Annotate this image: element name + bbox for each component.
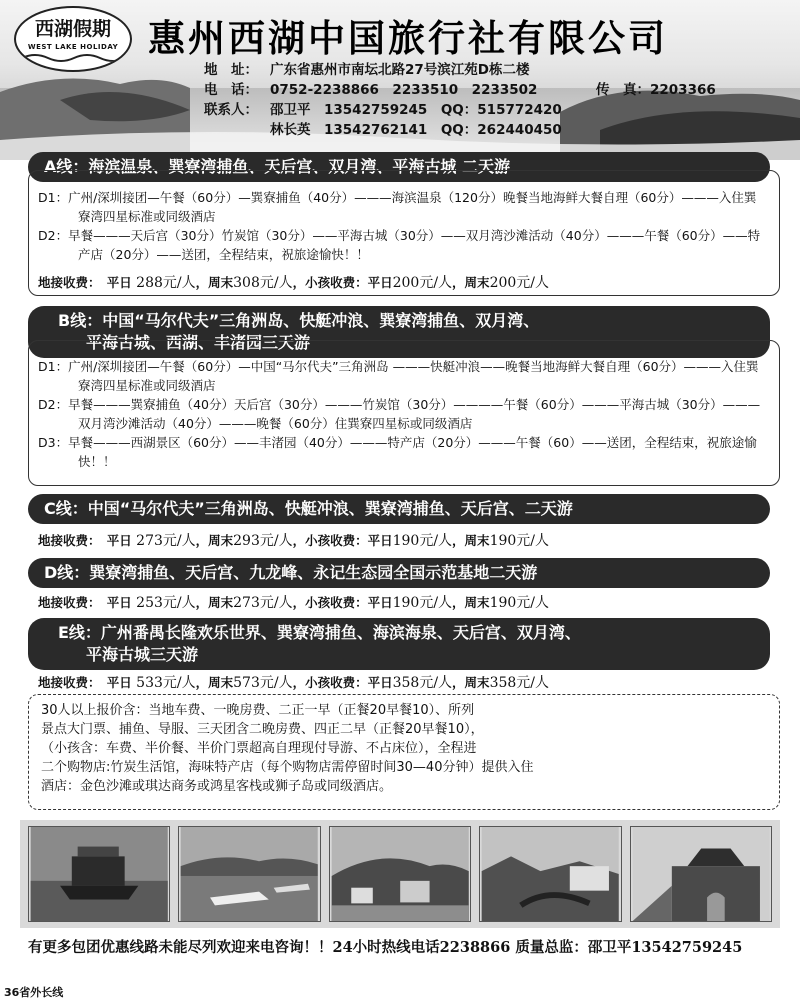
contact-person-label: 联系人： [204, 102, 258, 118]
note-line-3: （小孩含：车费、半价餐、半价门票超高自理现付导游、不占床位），全程进 [41, 741, 477, 756]
route-c-title: C线：中国“马尔代夫”三角洲岛、快艇冲浪、巽寮湾捕鱼、天后宫、二天游 [28, 494, 770, 524]
company-name: 惠州西湖中国旅行社有限公司 [148, 16, 668, 60]
west-lake-holiday-logo [14, 6, 132, 72]
route-e-title [28, 618, 770, 670]
note-line-4: 二个购物店:竹炭生活馆，海味特产店（每个购物店需停留时间30—40分钟）提供入住 [41, 760, 534, 775]
photo-strip [20, 820, 780, 928]
route-a-day-1: D1：广州/深圳接团—午餐（60分）—巽寮捕鱼（40分）———海滨温泉（120分）晚餐当地海鲜大餐自理（60分）———入住巽寮湾四星标准或同级酒店 [38, 190, 757, 224]
address-row [204, 60, 562, 80]
fax-value: 2203366 [650, 82, 716, 98]
footer-hotline: 有更多包团优惠线路未能尽列欢迎来电咨询！！24小时热线电话2238866 质量总监：邵卫平13542759245 [28, 939, 743, 956]
phone-label: 电 话： [204, 82, 258, 98]
contact-person-row-2 [204, 120, 562, 140]
route-e-title-line-1: E线：广州番禺长隆欢乐世界、巽寮湾捕鱼、海滨海泉、天后宫、双月湾、 [58, 623, 581, 642]
route-a-day-2: D2：早餐———天后宫（30分）竹炭馆（30分）——平海古城（30分）——双月湾沙滩活动（40分）———午餐（60分）——特产店（20分）——送团，全程结束，祝旅途愉快！！ [38, 228, 761, 262]
wave-icon [22, 52, 126, 64]
phone-value: 0752-2238866 2233510 2233502 [270, 82, 538, 98]
route-d-fee: 地接收费： 平日 253元/人，周末273元/人，小孩收费：平日190元/人，周末190元/人 [38, 595, 550, 611]
contact-person-row-1 [204, 100, 562, 120]
header [0, 0, 800, 160]
route-e-fee: 地接收费： 平日 533元/人，周末573元/人，小孩收费：平日358元/人，周末358元/人 [38, 675, 550, 691]
photo-coast-buildings [329, 826, 471, 922]
route-b-day-3: D3：早餐———西湖景区（60分）——丰渚园（40分）———特产店（20分）———午餐（60）——送团，全程结束，祝旅途愉快！！ [38, 435, 757, 469]
fax-group [596, 80, 716, 100]
route-b-title-line-1: B线：中国“马尔代夫”三角洲岛、快艇冲浪、巽寮湾捕鱼、双月湾、 [58, 311, 540, 330]
route-b-day-1: D1：广州/深圳接团—午餐（60分）—中国“马尔代夫”三角洲岛 ———快艇冲浪——晚餐当地海鲜大餐自理（60分）———入住巽寮湾四星标准或同级酒店 [38, 359, 759, 393]
address-value: 广东省惠州市南坛北路27号滨江苑D栋二楼 [270, 62, 530, 78]
photo-ancient-city-gate [630, 826, 772, 922]
contact-person-1: 邵卫平 13542759245 QQ：515772420 [270, 102, 562, 118]
logo-text-en: WEST LAKE HOLIDAY [27, 43, 119, 51]
address-label: 地 址： [204, 62, 258, 78]
route-a-title: A线：海滨温泉、巽寮湾捕鱼、天后宫、双月湾、平海古城 二天游 [28, 152, 770, 182]
route-b-title-line-2: 平海古城、西湖、丰渚园三天游 [86, 333, 311, 352]
note-line-5: 酒店：金色沙滩或琪达商务或鸿星客栈或狮子岛或同级酒店。 [41, 779, 393, 794]
route-a-itinerary [38, 188, 766, 264]
route-b-itinerary [38, 357, 766, 471]
note-line-1: 30人以上报价含：当地车费、一晚房费、二正一早（正餐20早餐10）、所列 [41, 703, 475, 718]
route-d-title: D线：巽寮湾捕鱼、天后宫、九龙峰、永记生态园全国示范基地二天游 [28, 558, 770, 588]
photo-speedboat [178, 826, 320, 922]
photo-town [479, 826, 621, 922]
logo-text-cn: 西湖假期 [34, 18, 111, 40]
contact-person-2: 林长英 13542762141 QQ：262440450 [270, 122, 562, 138]
route-e-title-line-2: 平海古城三天游 [86, 645, 199, 664]
page-section-label: 36省外长线 [4, 986, 64, 999]
route-b-day-2: D2：早餐———巽寮捕鱼（40分）天后宫（30分）———竹炭馆（30分）————午餐（60分）———平海古城（30分）———双月湾沙滩活动（40分）———晚餐（60分）住巽寮四星标或同级酒店 [38, 397, 761, 431]
photo-boat [28, 826, 170, 922]
phone-row [204, 80, 716, 100]
contact-block [204, 60, 716, 140]
route-a-fee: 地接收费： 平日 288元/人，周末308元/人，小孩收费：平日200元/人，周末200元/人 [38, 275, 550, 291]
fax-label: 传 真： [596, 82, 650, 98]
note-line-2: 景点大门票、捕鱼、导服、三天团含二晚房费、四正二早（正餐20早餐10）， [41, 722, 484, 737]
price-includes-note [28, 694, 780, 810]
route-c-fee: 地接收费： 平日 273元/人，周末293元/人，小孩收费：平日190元/人，周末190元/人 [38, 533, 550, 549]
